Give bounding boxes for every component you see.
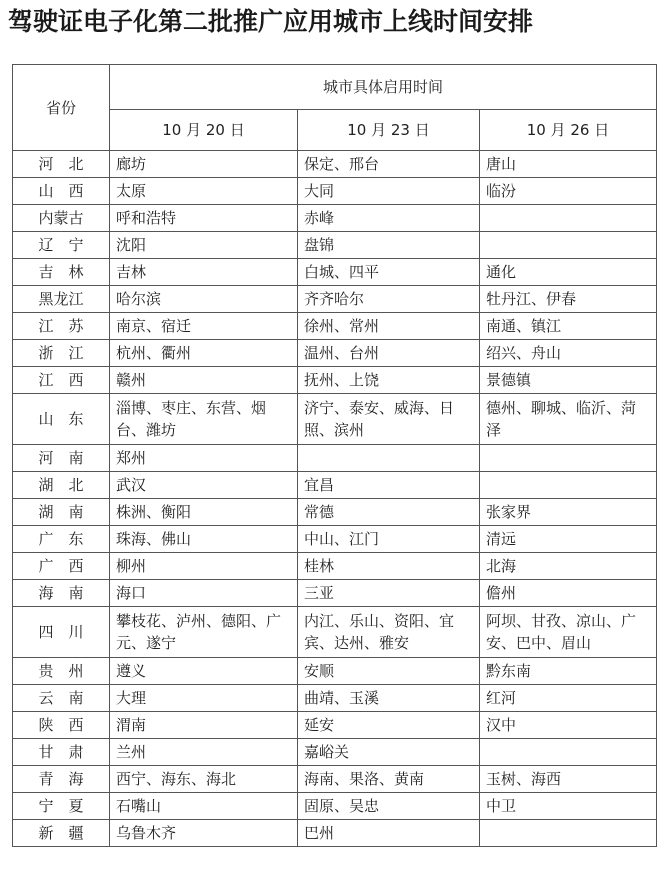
cities-oct-26-cell: 绍兴、舟山 (480, 340, 657, 367)
cities-oct-20-cell: 大理 (110, 685, 298, 712)
date-header-oct-26: 10 月 26 日 (480, 110, 657, 151)
province-cell: 山 东 (13, 394, 110, 445)
province-cell: 海 南 (13, 580, 110, 607)
cities-oct-23-cell: 徐州、常州 (298, 313, 480, 340)
table-row (13, 793, 657, 820)
cities-oct-26-cell: 通化 (480, 259, 657, 286)
cities-oct-26-cell: 黔东南 (480, 658, 657, 685)
cities-oct-26-cell: 北海 (480, 553, 657, 580)
cities-oct-20-cell: 沈阳 (110, 232, 298, 259)
cities-oct-26-cell: 南通、镇江 (480, 313, 657, 340)
date-header-oct-20: 10 月 20 日 (110, 110, 298, 151)
cities-oct-20-cell: 株洲、衡阳 (110, 499, 298, 526)
page-title: 驾驶证电子化第二批推广应用城市上线时间安排 (8, 7, 534, 36)
cities-oct-26-cell: 清远 (480, 526, 657, 553)
cities-oct-20-cell: 柳州 (110, 553, 298, 580)
cities-oct-20-cell: 哈尔滨 (110, 286, 298, 313)
table-row (13, 367, 657, 394)
cities-oct-20-cell: 吉林 (110, 259, 298, 286)
group-header: 城市具体启用时间 (110, 65, 657, 110)
city-schedule-table (12, 64, 657, 847)
province-cell: 吉 林 (13, 259, 110, 286)
cities-oct-26-cell: 张家界 (480, 499, 657, 526)
province-cell: 江 苏 (13, 313, 110, 340)
cities-oct-23-cell: 延安 (298, 712, 480, 739)
province-cell: 浙 江 (13, 340, 110, 367)
province-cell: 辽 宁 (13, 232, 110, 259)
table-row (13, 607, 657, 658)
cities-oct-20-cell: 遵义 (110, 658, 298, 685)
cities-oct-26-cell: 汉中 (480, 712, 657, 739)
cities-oct-23-cell: 桂林 (298, 553, 480, 580)
table-row (13, 151, 657, 178)
cities-oct-20-cell: 太原 (110, 178, 298, 205)
cities-oct-20-cell: 呼和浩特 (110, 205, 298, 232)
province-cell: 甘 肃 (13, 739, 110, 766)
cities-oct-23-cell: 内江、乐山、资阳、宜宾、达州、雅安 (298, 607, 480, 658)
cities-oct-26-cell: 阿坝、甘孜、凉山、广安、巴中、眉山 (480, 607, 657, 658)
table-row (13, 580, 657, 607)
cities-oct-23-cell: 盘锦 (298, 232, 480, 259)
table-row (13, 313, 657, 340)
cities-oct-20-cell: 武汉 (110, 472, 298, 499)
cities-oct-26-cell (480, 820, 657, 847)
province-cell: 四 川 (13, 607, 110, 658)
cities-oct-23-cell: 中山、江门 (298, 526, 480, 553)
cities-oct-26-cell (480, 739, 657, 766)
table-row (13, 499, 657, 526)
table-row (13, 178, 657, 205)
table-row (13, 472, 657, 499)
cities-oct-26-cell: 景德镇 (480, 367, 657, 394)
cities-oct-20-cell: 攀枝花、泸州、德阳、广元、遂宁 (110, 607, 298, 658)
cities-oct-23-cell: 常德 (298, 499, 480, 526)
cities-oct-26-cell: 德州、聊城、临沂、菏泽 (480, 394, 657, 445)
province-cell: 贵 州 (13, 658, 110, 685)
province-cell: 黑龙江 (13, 286, 110, 313)
cities-oct-23-cell: 温州、台州 (298, 340, 480, 367)
cities-oct-23-cell: 嘉峪关 (298, 739, 480, 766)
cities-oct-26-cell (480, 232, 657, 259)
table-row (13, 445, 657, 472)
cities-oct-23-cell: 白城、四平 (298, 259, 480, 286)
cities-oct-26-cell: 临汾 (480, 178, 657, 205)
province-cell: 湖 南 (13, 499, 110, 526)
table-row (13, 232, 657, 259)
cities-oct-23-cell (298, 445, 480, 472)
cities-oct-20-cell: 海口 (110, 580, 298, 607)
cities-oct-20-cell: 廊坊 (110, 151, 298, 178)
province-cell: 山 西 (13, 178, 110, 205)
cities-oct-23-cell: 曲靖、玉溪 (298, 685, 480, 712)
province-cell: 湖 北 (13, 472, 110, 499)
cities-oct-26-cell (480, 472, 657, 499)
table-body (13, 151, 657, 847)
cities-oct-26-cell: 唐山 (480, 151, 657, 178)
province-cell: 广 东 (13, 526, 110, 553)
table-row (13, 286, 657, 313)
table-row (13, 553, 657, 580)
date-header-oct-23: 10 月 23 日 (298, 110, 480, 151)
province-cell: 江 西 (13, 367, 110, 394)
province-cell: 新 疆 (13, 820, 110, 847)
province-cell: 广 西 (13, 553, 110, 580)
cities-oct-23-cell: 海南、果洛、黄南 (298, 766, 480, 793)
cities-oct-20-cell: 杭州、衢州 (110, 340, 298, 367)
cities-oct-20-cell: 西宁、海东、海北 (110, 766, 298, 793)
cities-oct-23-cell: 保定、邢台 (298, 151, 480, 178)
cities-oct-20-cell: 南京、宿迁 (110, 313, 298, 340)
table-row (13, 712, 657, 739)
cities-oct-20-cell: 石嘴山 (110, 793, 298, 820)
cities-oct-23-cell: 巴州 (298, 820, 480, 847)
province-cell: 河 南 (13, 445, 110, 472)
table-row (13, 526, 657, 553)
cities-oct-20-cell: 渭南 (110, 712, 298, 739)
table-row (13, 685, 657, 712)
cities-oct-23-cell: 抚州、上饶 (298, 367, 480, 394)
cities-oct-23-cell: 三亚 (298, 580, 480, 607)
table-row (13, 259, 657, 286)
table-row (13, 658, 657, 685)
cities-oct-26-cell: 牡丹江、伊春 (480, 286, 657, 313)
cities-oct-20-cell: 郑州 (110, 445, 298, 472)
cities-oct-23-cell: 固原、吴忠 (298, 793, 480, 820)
cities-oct-26-cell: 玉树、海西 (480, 766, 657, 793)
cities-oct-26-cell: 红河 (480, 685, 657, 712)
cities-oct-20-cell: 珠海、佛山 (110, 526, 298, 553)
cities-oct-23-cell: 大同 (298, 178, 480, 205)
cities-oct-23-cell: 济宁、泰安、威海、日照、滨州 (298, 394, 480, 445)
cities-oct-26-cell (480, 205, 657, 232)
cities-oct-26-cell: 儋州 (480, 580, 657, 607)
table-row (13, 820, 657, 847)
cities-oct-26-cell: 中卫 (480, 793, 657, 820)
cities-oct-26-cell (480, 445, 657, 472)
cities-oct-20-cell: 赣州 (110, 367, 298, 394)
province-cell: 陕 西 (13, 712, 110, 739)
province-cell: 青 海 (13, 766, 110, 793)
table-row (13, 394, 657, 445)
table-row (13, 739, 657, 766)
table-row (13, 766, 657, 793)
cities-oct-23-cell: 齐齐哈尔 (298, 286, 480, 313)
province-cell: 内蒙古 (13, 205, 110, 232)
cities-oct-20-cell: 兰州 (110, 739, 298, 766)
province-cell: 宁 夏 (13, 793, 110, 820)
province-cell: 云 南 (13, 685, 110, 712)
cities-oct-23-cell: 宜昌 (298, 472, 480, 499)
cities-oct-20-cell: 淄博、枣庄、东营、烟台、潍坊 (110, 394, 298, 445)
cities-oct-20-cell: 乌鲁木齐 (110, 820, 298, 847)
province-header: 省份 (13, 65, 110, 151)
cities-oct-23-cell: 赤峰 (298, 205, 480, 232)
table-row (13, 340, 657, 367)
province-cell: 河 北 (13, 151, 110, 178)
cities-oct-23-cell: 安顺 (298, 658, 480, 685)
table-row (13, 205, 657, 232)
